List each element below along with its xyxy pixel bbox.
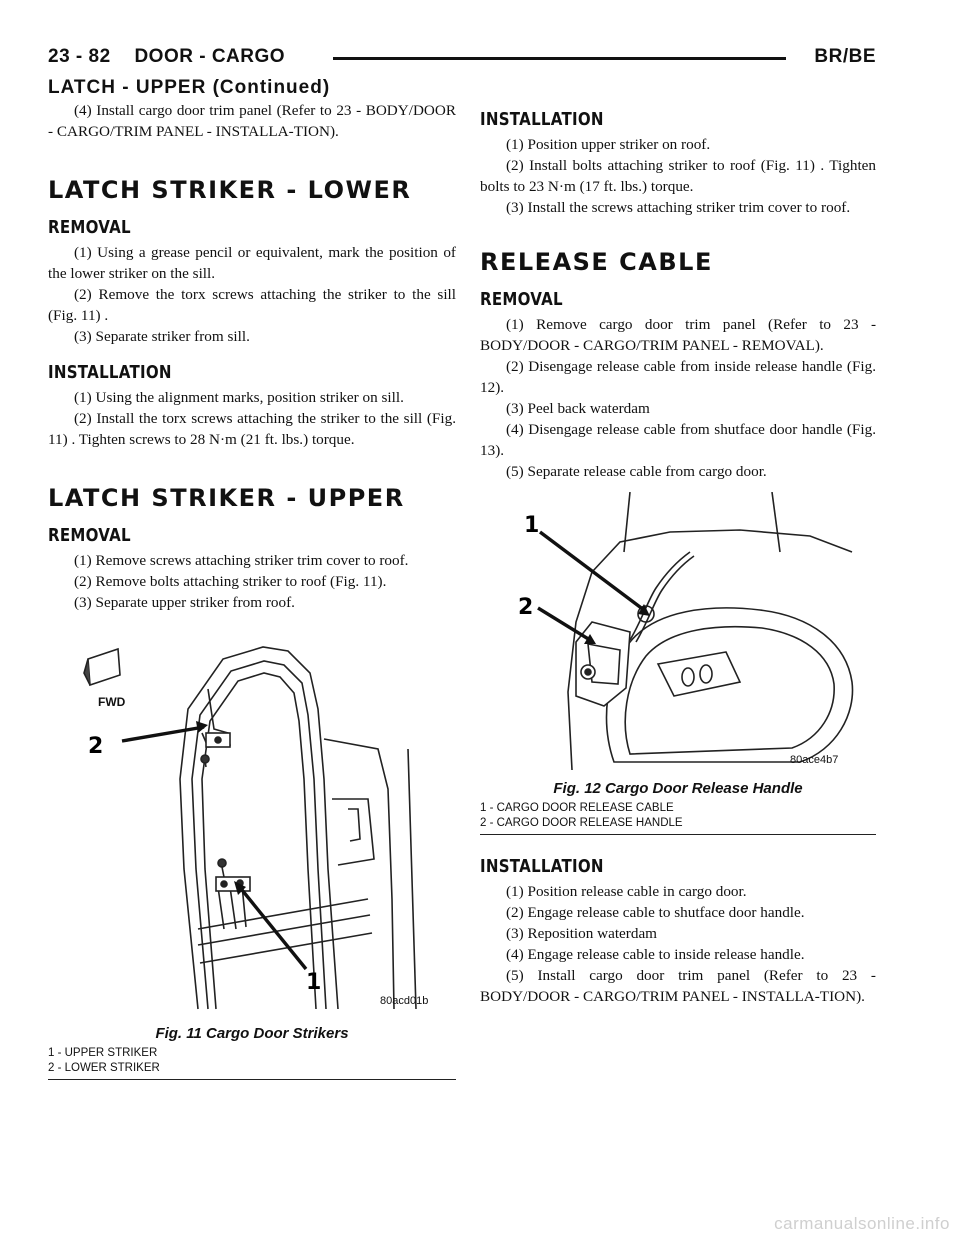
lower-install-steps (48, 387, 456, 450)
cable-install-title: INSTALLATION (480, 857, 604, 877)
upper-install-steps (480, 134, 876, 218)
header-left (48, 46, 285, 68)
install-trim-step: (4) Install cargo door trim panel (Refer to 23 - BODY/DOOR - CARGO/TRIM PANEL - INSTALLA-TION). (48, 102, 456, 140)
callout-1: 1 (524, 513, 540, 538)
step: (2) Install bolts attaching striker to roof (Fig. 11) . Tighten bolts to 23 N·m (17 ft. lbs.) torque. (480, 157, 876, 195)
fig11-legend-2: 2 - LOWER STRIKER (48, 1062, 160, 1074)
step: (1) Using the alignment marks, position striker on sill. (74, 389, 404, 406)
step: (1) Remove screws attaching striker trim cover to roof. (74, 552, 409, 569)
cable-removal-steps (480, 314, 876, 482)
step: (2) Remove bolts attaching striker to roof (Fig. 11). (74, 573, 387, 590)
step: (1) Using a grease pencil or equivalent, mark the position of the lower striker on the sill. (48, 244, 456, 282)
page-number: 23 - 82 (48, 46, 111, 67)
right-column (480, 100, 876, 1007)
fig11-legend-1: 1 - UPPER STRIKER (48, 1047, 158, 1059)
continued-heading: LATCH - UPPER (Continued) (48, 77, 331, 98)
step: (4) Disengage release cable from shutface door handle (Fig. 13). (480, 421, 876, 459)
fig11-image-id: 80acd01b (380, 995, 429, 1007)
fig12-caption: Fig. 12 Cargo Door Release Handle (553, 780, 803, 797)
step: (3) Separate upper striker from roof. (74, 594, 295, 611)
callout-2: 2 (88, 734, 104, 759)
section-title-upper: LATCH STRIKER - UPPER (48, 484, 405, 512)
upper-removal-title: REMOVAL (48, 526, 131, 546)
left-column (48, 100, 456, 1080)
step: (2) Engage release cable to shutface door handle. (506, 904, 805, 921)
callout-2: 2 (518, 595, 534, 620)
cargo-door-strikers-illustration (48, 629, 456, 1019)
section-title-release-cable: RELEASE CABLE (480, 248, 713, 276)
cable-removal-title: REMOVAL (480, 290, 563, 310)
step: (3) Install the screws attaching striker trim cover to roof. (506, 199, 851, 216)
header-rule (333, 57, 786, 60)
lower-install-title: INSTALLATION (48, 363, 172, 383)
step: (1) Position release cable in cargo door. (506, 883, 747, 900)
figure-11 (48, 629, 456, 1080)
release-handle-illustration (480, 492, 876, 774)
watermark: carmanualsonline.info (774, 1214, 950, 1233)
step: (3) Separate striker from sill. (74, 328, 250, 345)
step: (2) Remove the torx screws attaching the striker to the sill (Fig. 11) . (48, 286, 456, 324)
upper-removal-steps (48, 550, 456, 613)
step: (3) Reposition waterdam (506, 925, 657, 942)
step: (4) Engage release cable to inside release handle. (506, 946, 805, 963)
model-code: BR/BE (814, 46, 876, 67)
lower-removal-title: REMOVAL (48, 218, 131, 238)
step: (1) Remove cargo door trim panel (Refer to 23 - BODY/DOOR - CARGO/TRIM PANEL - REMOVAL). (480, 316, 876, 354)
step: (5) Separate release cable from cargo door. (506, 463, 767, 480)
fig11-rule (48, 1079, 456, 1080)
fig12-image-id: 80ace4b7 (790, 754, 839, 766)
step: (2) Disengage release cable from inside release handle (Fig. 12). (480, 358, 876, 396)
upper-install-title: INSTALLATION (480, 110, 604, 130)
step: (1) Position upper striker on roof. (506, 136, 711, 153)
callout-1: 1 (306, 970, 322, 995)
fig12-legend-2: 2 - CARGO DOOR RELEASE HANDLE (480, 817, 683, 829)
step: (5) Install cargo door trim panel (Refer to 23 - BODY/DOOR - CARGO/TRIM PANEL - INSTALLA-TION). (480, 967, 876, 1005)
step: (2) Install the torx screws attaching the striker to the sill (Fig. 11) . Tighten screws to 28 N·m (21 ft. lbs.) torque. (48, 410, 456, 448)
section-title-lower: LATCH STRIKER - LOWER (48, 176, 412, 204)
cable-install-steps (480, 881, 876, 1007)
fig12-rule (480, 834, 876, 835)
fwd-label: FWD (98, 695, 126, 709)
section-name: DOOR - CARGO (134, 46, 286, 67)
step: (3) Peel back waterdam (506, 400, 650, 417)
fig12-legend-1: 1 - CARGO DOOR RELEASE CABLE (480, 802, 674, 814)
lower-removal-steps (48, 242, 456, 347)
fig11-caption: Fig. 11 Cargo Door Strikers (155, 1025, 349, 1042)
page-header (48, 44, 876, 74)
figure-12 (480, 492, 876, 835)
